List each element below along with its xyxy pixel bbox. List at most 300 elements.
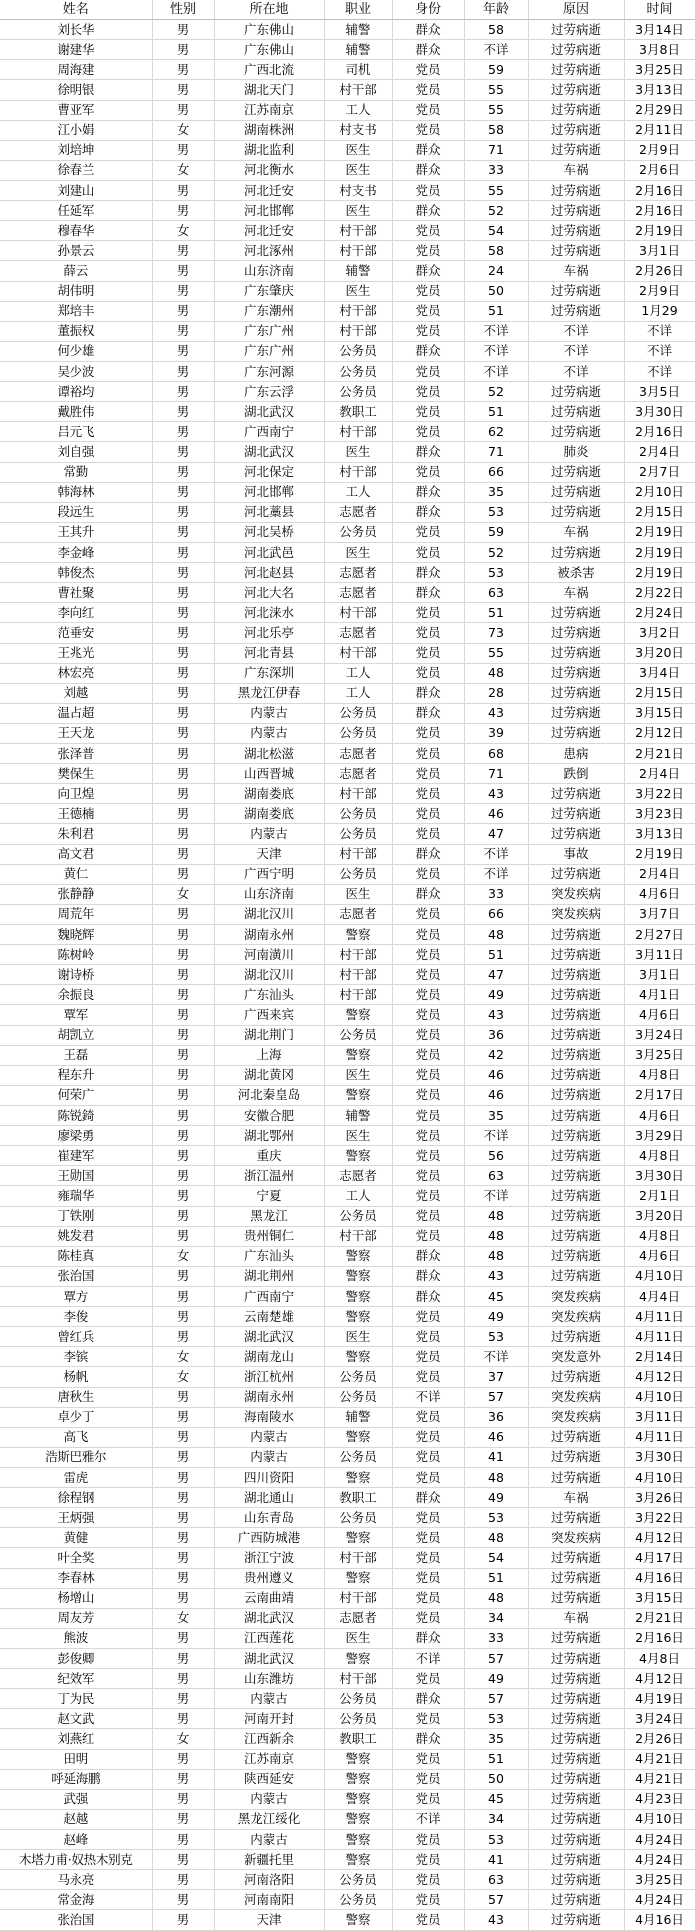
location-cell: 江苏南京 (214, 100, 324, 120)
occupation-cell: 警察 (324, 1769, 392, 1789)
name-cell: 丁铁刚 (0, 1206, 152, 1226)
date-cell: 3月26日 (624, 1488, 695, 1508)
status-cell: 党员 (392, 382, 464, 402)
occupation-cell: 警察 (324, 1749, 392, 1769)
gender-cell: 男 (152, 20, 214, 40)
location-cell: 湖北武汉 (214, 1648, 324, 1668)
location-cell: 江苏南京 (214, 1749, 324, 1769)
cause-cell: 过劳病逝 (528, 1106, 624, 1126)
date-cell: 4月4日 (624, 1287, 695, 1307)
occupation-cell: 村干部 (324, 643, 392, 663)
table-row (0, 904, 695, 924)
cause-cell: 过劳病逝 (528, 1065, 624, 1085)
date-cell: 2月4日 (624, 864, 695, 884)
location-cell: 山西晋城 (214, 764, 324, 784)
cause-cell: 过劳病逝 (528, 965, 624, 985)
table-row (0, 1850, 695, 1870)
age-cell: 63 (464, 583, 528, 603)
status-cell: 群众 (392, 844, 464, 864)
date-cell: 2月1日 (624, 1186, 695, 1206)
status-cell: 党员 (392, 945, 464, 965)
age-cell: 41 (464, 1447, 528, 1467)
name-cell: 李春林 (0, 1568, 152, 1588)
age-cell: 66 (464, 462, 528, 482)
cause-cell: 过劳病逝 (528, 1427, 624, 1447)
gender-cell: 女 (152, 1367, 214, 1387)
gender-cell: 女 (152, 120, 214, 140)
table-row (0, 1508, 695, 1528)
gender-cell: 男 (152, 804, 214, 824)
age-cell: 不详 (464, 361, 528, 381)
status-cell: 群众 (392, 1266, 464, 1286)
age-cell: 58 (464, 20, 528, 40)
occupation-cell: 警察 (324, 1427, 392, 1447)
occupation-cell: 村干部 (324, 1669, 392, 1689)
gender-cell: 男 (152, 1870, 214, 1890)
age-cell: 48 (464, 1467, 528, 1487)
name-cell: 卓少丁 (0, 1407, 152, 1427)
status-cell: 党员 (392, 1407, 464, 1427)
status-cell: 党员 (392, 1347, 464, 1367)
occupation-cell: 警察 (324, 1246, 392, 1266)
date-cell: 4月11日 (624, 1427, 695, 1447)
date-cell: 2月16日 (624, 201, 695, 221)
name-cell: 陈桂真 (0, 1246, 152, 1266)
name-cell: 陈锐錡 (0, 1106, 152, 1126)
gender-cell: 男 (152, 744, 214, 764)
age-cell: 63 (464, 1870, 528, 1890)
table-row (0, 20, 695, 40)
cause-cell: 过劳病逝 (528, 1085, 624, 1105)
column-header: 职业 (324, 0, 392, 20)
location-cell: 内蒙古 (214, 1789, 324, 1809)
cause-cell: 过劳病逝 (528, 1648, 624, 1668)
gender-cell: 男 (152, 442, 214, 462)
age-cell: 50 (464, 281, 528, 301)
date-cell: 3月13日 (624, 824, 695, 844)
date-cell: 3月8日 (624, 40, 695, 60)
age-cell: 73 (464, 623, 528, 643)
date-cell: 2月19日 (624, 563, 695, 583)
date-cell: 4月11日 (624, 1327, 695, 1347)
name-cell: 常金海 (0, 1890, 152, 1910)
gender-cell: 男 (152, 241, 214, 261)
status-cell: 群众 (392, 683, 464, 703)
status-cell: 群众 (392, 1488, 464, 1508)
gender-cell: 男 (152, 1025, 214, 1045)
gender-cell: 男 (152, 100, 214, 120)
status-cell: 党员 (392, 321, 464, 341)
cause-cell: 过劳病逝 (528, 140, 624, 160)
table-row (0, 945, 695, 965)
table-row (0, 1488, 695, 1508)
table-row (0, 221, 695, 241)
gender-cell: 男 (152, 925, 214, 945)
location-cell: 广西来宾 (214, 1005, 324, 1025)
status-cell: 党员 (392, 1850, 464, 1870)
occupation-cell: 公务员 (324, 824, 392, 844)
table-row (0, 563, 695, 583)
status-cell: 群众 (392, 583, 464, 603)
gender-cell: 男 (152, 1689, 214, 1709)
cause-cell: 过劳病逝 (528, 1025, 624, 1045)
date-cell: 2月7日 (624, 462, 695, 482)
status-cell: 群众 (392, 1246, 464, 1266)
location-cell: 湖北荆门 (214, 1025, 324, 1045)
column-header: 所在地 (214, 0, 324, 20)
location-cell: 黑龙江伊春 (214, 683, 324, 703)
cause-cell: 过劳病逝 (528, 1809, 624, 1829)
location-cell: 广西防城港 (214, 1528, 324, 1548)
status-cell: 党员 (392, 301, 464, 321)
occupation-cell: 警察 (324, 1789, 392, 1809)
status-cell: 党员 (392, 402, 464, 422)
location-cell: 湖北汉川 (214, 904, 324, 924)
occupation-cell: 村干部 (324, 422, 392, 442)
occupation-cell: 公务员 (324, 804, 392, 824)
cause-cell: 过劳病逝 (528, 703, 624, 723)
location-cell: 上海 (214, 1045, 324, 1065)
date-cell: 2月29日 (624, 100, 695, 120)
age-cell: 52 (464, 382, 528, 402)
status-cell: 群众 (392, 884, 464, 904)
status-cell: 党员 (392, 1226, 464, 1246)
occupation-cell: 村支书 (324, 120, 392, 140)
occupation-cell: 村干部 (324, 462, 392, 482)
occupation-cell: 警察 (324, 1005, 392, 1025)
name-cell: 曹亚军 (0, 100, 152, 120)
date-cell: 3月15日 (624, 1588, 695, 1608)
location-cell: 安徽合肥 (214, 1106, 324, 1126)
name-cell: 周海建 (0, 60, 152, 80)
status-cell: 党员 (392, 1186, 464, 1206)
gender-cell: 女 (152, 1608, 214, 1628)
cause-cell: 突发疾病 (528, 1407, 624, 1427)
table-row (0, 522, 695, 542)
location-cell: 浙江宁波 (214, 1548, 324, 1568)
gender-cell: 男 (152, 1467, 214, 1487)
status-cell: 党员 (392, 1005, 464, 1025)
table-row (0, 583, 695, 603)
gender-cell: 男 (152, 281, 214, 301)
occupation-cell: 警察 (324, 925, 392, 945)
name-cell: 黄仁 (0, 864, 152, 884)
location-cell: 河北衡水 (214, 160, 324, 180)
name-cell: 李俊 (0, 1307, 152, 1327)
gender-cell: 男 (152, 1126, 214, 1146)
age-cell: 43 (464, 703, 528, 723)
status-cell: 党员 (392, 744, 464, 764)
gender-cell: 男 (152, 361, 214, 381)
age-cell: 46 (464, 1065, 528, 1085)
date-cell: 3月23日 (624, 804, 695, 824)
table-row (0, 1246, 695, 1266)
occupation-cell: 警察 (324, 1266, 392, 1286)
gender-cell: 男 (152, 1809, 214, 1829)
cause-cell: 过劳病逝 (528, 1769, 624, 1789)
name-cell: 周友芳 (0, 1608, 152, 1628)
age-cell: 71 (464, 764, 528, 784)
age-cell: 43 (464, 1266, 528, 1286)
gender-cell: 男 (152, 603, 214, 623)
cause-cell: 突发疾病 (528, 884, 624, 904)
date-cell: 3月5日 (624, 382, 695, 402)
cause-cell: 过劳病逝 (528, 1628, 624, 1648)
cause-cell: 过劳病逝 (528, 1870, 624, 1890)
status-cell: 党员 (392, 1367, 464, 1387)
cause-cell: 突发意外 (528, 1347, 624, 1367)
status-cell: 党员 (392, 1769, 464, 1789)
age-cell: 不详 (464, 341, 528, 361)
date-cell: 2月15日 (624, 502, 695, 522)
table-row (0, 1789, 695, 1809)
date-cell: 3月11日 (624, 945, 695, 965)
status-cell: 党员 (392, 1065, 464, 1085)
location-cell: 内蒙古 (214, 824, 324, 844)
name-cell: 何少雄 (0, 341, 152, 361)
table-row (0, 382, 695, 402)
date-cell: 2月14日 (624, 1347, 695, 1367)
cause-cell: 车祸 (528, 583, 624, 603)
gender-cell: 男 (152, 140, 214, 160)
occupation-cell: 医生 (324, 140, 392, 160)
name-cell: 吴少波 (0, 361, 152, 381)
date-cell: 2月26日 (624, 261, 695, 281)
gender-cell: 男 (152, 623, 214, 643)
age-cell: 51 (464, 1749, 528, 1769)
table-row (0, 1266, 695, 1286)
status-cell: 党员 (392, 60, 464, 80)
gender-cell: 男 (152, 1407, 214, 1427)
age-cell: 55 (464, 643, 528, 663)
gender-cell: 男 (152, 643, 214, 663)
date-cell: 3月22日 (624, 784, 695, 804)
date-cell: 4月12日 (624, 1669, 695, 1689)
cause-cell: 不详 (528, 361, 624, 381)
table-row (0, 703, 695, 723)
table-row (0, 341, 695, 361)
cause-cell: 过劳病逝 (528, 683, 624, 703)
location-cell: 山东潍坊 (214, 1669, 324, 1689)
cause-cell: 过劳病逝 (528, 1729, 624, 1749)
cause-cell: 过劳病逝 (528, 1508, 624, 1528)
name-cell: 范垂安 (0, 623, 152, 643)
name-cell: 常勤 (0, 462, 152, 482)
table-row (0, 683, 695, 703)
cause-cell: 突发疾病 (528, 1307, 624, 1327)
age-cell: 57 (464, 1387, 528, 1407)
date-cell: 3月1日 (624, 241, 695, 261)
occupation-cell: 警察 (324, 1528, 392, 1548)
gender-cell: 男 (152, 1447, 214, 1467)
name-cell: 朱利君 (0, 824, 152, 844)
occupation-cell: 辅警 (324, 40, 392, 60)
cause-cell: 车祸 (528, 160, 624, 180)
gender-cell: 男 (152, 1829, 214, 1849)
location-cell: 湖北武汉 (214, 1327, 324, 1347)
age-cell: 66 (464, 904, 528, 924)
table-row (0, 261, 695, 281)
name-cell: 黄健 (0, 1528, 152, 1548)
age-cell: 50 (464, 1769, 528, 1789)
gender-cell: 男 (152, 1910, 214, 1930)
age-cell: 58 (464, 241, 528, 261)
status-cell: 党员 (392, 1829, 464, 1849)
name-cell: 赵文武 (0, 1709, 152, 1729)
cause-cell: 过劳病逝 (528, 1246, 624, 1266)
age-cell: 68 (464, 744, 528, 764)
cause-cell: 过劳病逝 (528, 945, 624, 965)
cause-cell: 过劳病逝 (528, 301, 624, 321)
status-cell: 群众 (392, 563, 464, 583)
location-cell: 河北邯郸 (214, 201, 324, 221)
location-cell: 广西北流 (214, 60, 324, 80)
cause-cell: 过劳病逝 (528, 1850, 624, 1870)
status-cell: 党员 (392, 643, 464, 663)
date-cell: 4月10日 (624, 1387, 695, 1407)
location-cell: 陕西延安 (214, 1769, 324, 1789)
occupation-cell: 警察 (324, 1850, 392, 1870)
status-cell: 党员 (392, 80, 464, 100)
table-row (0, 723, 695, 743)
status-cell: 群众 (392, 201, 464, 221)
age-cell: 51 (464, 402, 528, 422)
gender-cell: 男 (152, 321, 214, 341)
cause-cell: 过劳病逝 (528, 1789, 624, 1809)
age-cell: 48 (464, 1206, 528, 1226)
cause-cell: 过劳病逝 (528, 241, 624, 261)
location-cell: 广东汕头 (214, 1246, 324, 1266)
name-cell: 杨增山 (0, 1588, 152, 1608)
date-cell: 3月14日 (624, 20, 695, 40)
status-cell: 党员 (392, 925, 464, 945)
location-cell: 河南开封 (214, 1709, 324, 1729)
age-cell: 42 (464, 1045, 528, 1065)
gender-cell: 男 (152, 422, 214, 442)
name-cell: 武强 (0, 1789, 152, 1809)
gender-cell: 男 (152, 703, 214, 723)
name-cell: 王天龙 (0, 723, 152, 743)
occupation-cell: 村干部 (324, 784, 392, 804)
gender-cell: 男 (152, 723, 214, 743)
table-row (0, 804, 695, 824)
table-row (0, 1689, 695, 1709)
column-header: 性别 (152, 0, 214, 20)
cause-cell: 事故 (528, 844, 624, 864)
table-row (0, 1387, 695, 1407)
status-cell: 党员 (392, 623, 464, 643)
table-row (0, 1287, 695, 1307)
cause-cell: 过劳病逝 (528, 603, 624, 623)
date-cell: 4月16日 (624, 1910, 695, 1930)
location-cell: 内蒙古 (214, 703, 324, 723)
occupation-cell: 工人 (324, 683, 392, 703)
status-cell: 党员 (392, 1025, 464, 1045)
status-cell: 群众 (392, 1729, 464, 1749)
occupation-cell: 医生 (324, 1126, 392, 1146)
location-cell: 河北武邑 (214, 542, 324, 562)
location-cell: 湖南永州 (214, 925, 324, 945)
occupation-cell: 医生 (324, 160, 392, 180)
table-row (0, 1226, 695, 1246)
table-row (0, 1528, 695, 1548)
gender-cell: 男 (152, 1628, 214, 1648)
cause-cell: 过劳病逝 (528, 1447, 624, 1467)
gender-cell: 男 (152, 180, 214, 200)
occupation-cell: 警察 (324, 1809, 392, 1829)
name-cell: 王磊 (0, 1045, 152, 1065)
age-cell: 46 (464, 1085, 528, 1105)
occupation-cell: 辅警 (324, 1106, 392, 1126)
location-cell: 广东佛山 (214, 40, 324, 60)
status-cell: 党员 (392, 1548, 464, 1568)
age-cell: 59 (464, 522, 528, 542)
location-cell: 广东广州 (214, 321, 324, 341)
table-row (0, 1548, 695, 1568)
status-cell: 党员 (392, 422, 464, 442)
table-row (0, 100, 695, 120)
gender-cell: 男 (152, 80, 214, 100)
column-header: 身份 (392, 0, 464, 20)
name-cell: 彭俊卿 (0, 1648, 152, 1668)
name-cell: 崔建军 (0, 1146, 152, 1166)
name-cell: 叶全奖 (0, 1548, 152, 1568)
table-row (0, 241, 695, 261)
location-cell: 宁夏 (214, 1186, 324, 1206)
gender-cell: 男 (152, 1387, 214, 1407)
date-cell: 2月22日 (624, 583, 695, 603)
date-cell: 4月6日 (624, 1246, 695, 1266)
status-cell: 党员 (392, 1528, 464, 1548)
age-cell: 52 (464, 201, 528, 221)
table-row (0, 361, 695, 381)
gender-cell: 男 (152, 1045, 214, 1065)
age-cell: 34 (464, 1608, 528, 1628)
occupation-cell: 村干部 (324, 241, 392, 261)
location-cell: 湖南娄底 (214, 784, 324, 804)
age-cell: 48 (464, 1528, 528, 1548)
status-cell: 群众 (392, 140, 464, 160)
name-cell: 杨帆 (0, 1367, 152, 1387)
status-cell: 不详 (392, 1387, 464, 1407)
status-cell: 群众 (392, 482, 464, 502)
table-row (0, 1809, 695, 1829)
occupation-cell: 公务员 (324, 382, 392, 402)
status-cell: 党员 (392, 904, 464, 924)
occupation-cell: 辅警 (324, 261, 392, 281)
occupation-cell: 公务员 (324, 1387, 392, 1407)
date-cell: 4月17日 (624, 1548, 695, 1568)
name-cell: 胡伟明 (0, 281, 152, 301)
status-cell: 党员 (392, 1106, 464, 1126)
table-row (0, 140, 695, 160)
date-cell: 4月24日 (624, 1890, 695, 1910)
occupation-cell: 警察 (324, 1347, 392, 1367)
gender-cell: 男 (152, 985, 214, 1005)
age-cell: 36 (464, 1025, 528, 1045)
table-row (0, 462, 695, 482)
date-cell: 3月24日 (624, 1025, 695, 1045)
age-cell: 53 (464, 1709, 528, 1729)
age-cell: 53 (464, 502, 528, 522)
table-row (0, 764, 695, 784)
location-cell: 湖北武汉 (214, 442, 324, 462)
name-cell: 徐程钢 (0, 1488, 152, 1508)
occupation-cell: 医生 (324, 201, 392, 221)
cause-cell: 过劳病逝 (528, 462, 624, 482)
gender-cell: 男 (152, 1206, 214, 1226)
name-cell: 孙景云 (0, 241, 152, 261)
